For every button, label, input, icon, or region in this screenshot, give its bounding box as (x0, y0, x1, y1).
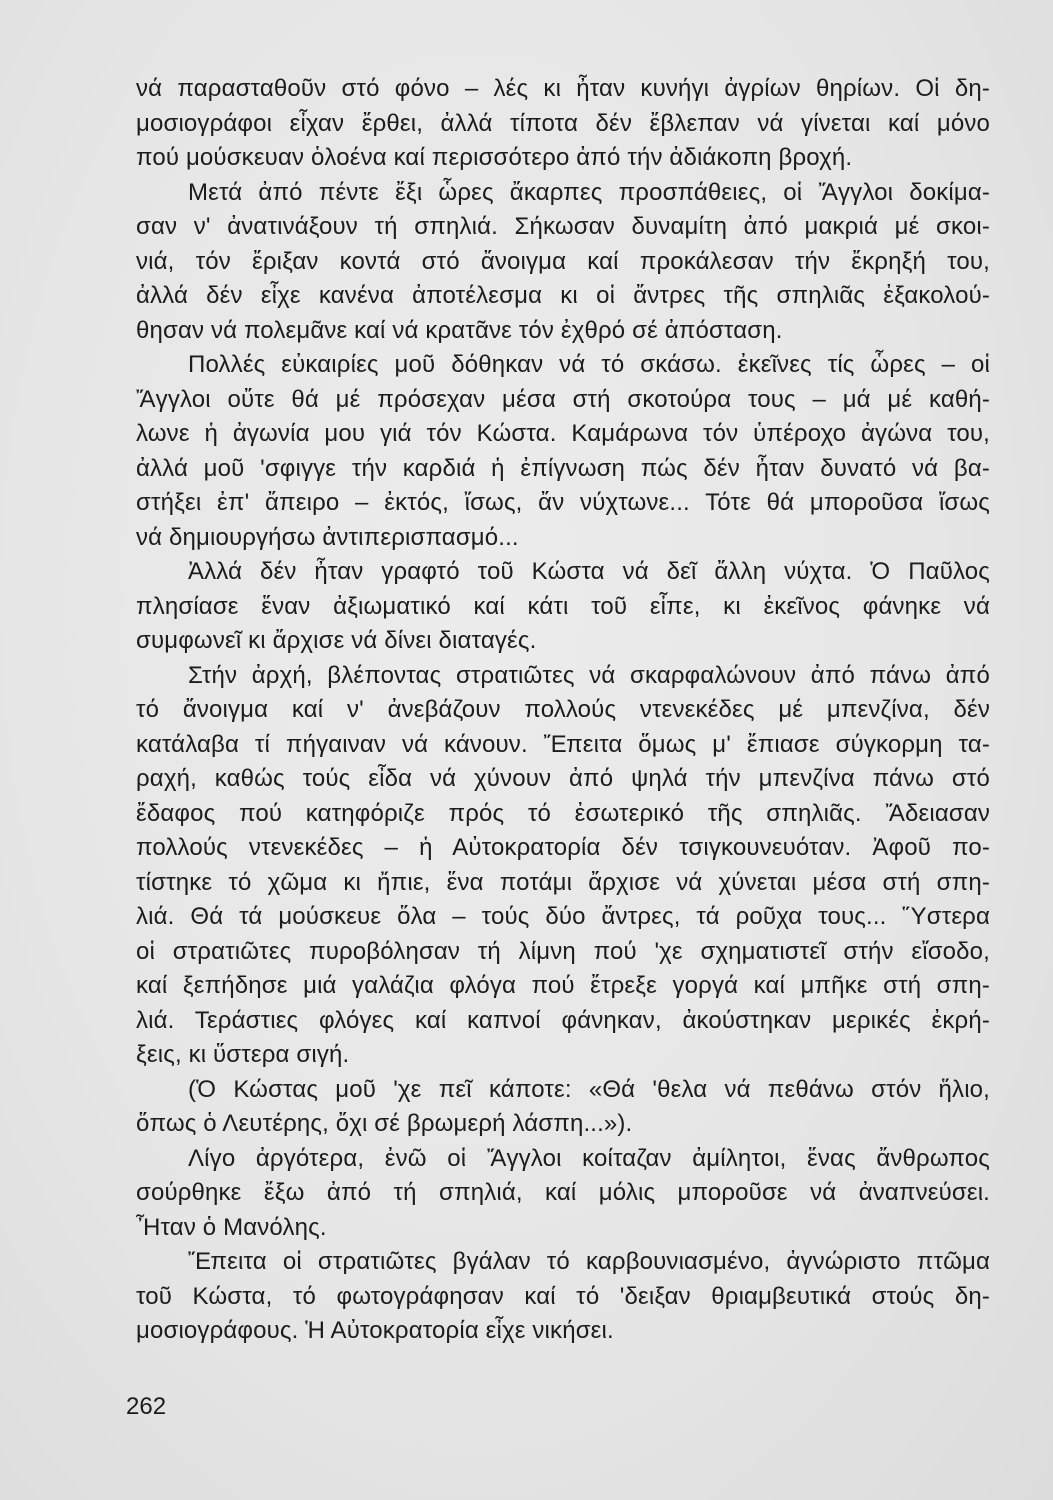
text-line: τό ἄνοιγμα καί ν' ἀνεβάζουν πολλούς ντενεκέδες μέ μπενζίνα, δέν (136, 696, 990, 723)
text-line: στήξει ἐπ' ἄπειρο – ἐκτός, ἴσως, ἄν νύχτωνε... Τότε θά μποροῦσα ἴσως (136, 489, 990, 516)
text-line: νιά, τόν ἔριξαν κοντά στό ἄνοιγμα καί προκάλεσαν τήν ἔκρηξή του, (136, 247, 990, 275)
text-line: θησαν νά πολεμᾶνε καί νά κρατᾶνε τόν ἐχθρό σέ ἀπόσταση. (136, 316, 783, 344)
text-line: λιά. Τεράστιες φλόγες καί καπνοί φάνηκαν, ἀκούστηκαν μερικές ἐκρή- (136, 1006, 990, 1034)
text-line: πολλούς ντενεκέδες – ἡ Αὐτοκρατορία δέν τσιγκουνευόταν. Ἀφοῦ πο- (136, 834, 990, 861)
text-line: σαν ν' ἀνατινάξουν τή σπηλιά. Σήκωσαν δυναμίτη ἀπό μακριά μέ σκοι- (136, 213, 990, 240)
text-line: κατάλαβα τί πήγαιναν νά κάνουν. Ἔπειτα ὅμως μ' ἔπιασε σύγκορμη τα- (136, 730, 990, 758)
text-line: μοσιογράφους. Ἡ Αὐτοκρατορία εἶχε νικήσει. (136, 1317, 614, 1344)
text-line: Ἀλλά δέν ἦταν γραφτό τοῦ Κώστα νά δεῖ ἄλλη νύχτα. Ὁ Παῦλος (188, 558, 990, 585)
text-line: ἀλλά μοῦ 'σφιγγε τήν καρδιά ἡ ἐπίγνωση πώς δέν ἦταν δυνατό νά βα- (136, 454, 990, 482)
text-line: οἱ στρατιῶτες πυροβόλησαν τή λίμνη πού 'χε σχηματιστεῖ στήν εἴσοδο, (136, 937, 990, 965)
text-line: μοσιογράφοι εἶχαν ἔρθει, ἀλλά τίποτα δέν ἔβλεπαν νά γίνεται καί μόνο (136, 109, 990, 137)
text-line: πού μούσκευαν ὁλοένα καί περισσότερο ἀπό τήν ἀδιάκοπη βροχή. (136, 144, 853, 171)
text-line: λωνε ἡ ἀγωνία μου γιά τόν Κώστα. Καμάρωνα τόν ὑπέροχο ἀγώνα του, (136, 420, 990, 447)
text-line: πλησίασε ἕναν ἀξιωματικό καί κάτι τοῦ εἶπε, κι ἐκεῖνος φάνηκε νά (136, 592, 990, 620)
text-line: Πολλές εὐκαιρίες μοῦ δόθηκαν νά τό σκάσω. ἐκεῖνες τίς ὧρες – οἱ (188, 351, 990, 378)
text-line: Λίγο ἀργότερα, ἐνῶ οἱ Ἄγγλοι κοίταζαν ἀμίλητοι, ἕνας ἄνθρωπος (188, 1144, 990, 1172)
text-line: ραχή, καθώς τούς εἶδα νά χύνουν ἀπό ψηλά τήν μπενζίνα πάνω στό (136, 765, 990, 792)
text-line: Μετά ἀπό πέντε ἔξι ὧρες ἄκαρπες προσπάθειες, οἱ Ἄγγλοι δοκίμα- (188, 178, 990, 206)
text-line: τίστηκε τό χῶμα κι ἤπιε, ἕνα ποτάμι ἄρχισε νά χύνεται μέσα στή σπη- (136, 868, 990, 896)
text-line: Στήν ἀρχή, βλέποντας στρατιῶτες νά σκαρφαλώνουν ἀπό πάνω ἀπό (188, 661, 990, 689)
text-line: (Ὁ Κώστας μοῦ 'χε πεῖ κάποτε: «Θά 'θελα νά πεθάνω στόν ἥλιο, (188, 1075, 990, 1103)
text-line: νά δημιουργήσω ἀντιπερισπασμό... (136, 523, 519, 551)
text-line: Ἄγγλοι οὔτε θά μέ πρόσεχαν μέσα στή σκοτούρα τους – μά μέ καθή- (136, 385, 990, 413)
text-line: ξεις, κι ὕστερα σιγή. (136, 1041, 350, 1068)
text-line: καί ξεπήδησε μιά γαλάζια φλόγα πού ἔτρεξε γοργά καί μπῆκε στή σπη- (136, 972, 990, 999)
text-line: Ἦταν ὁ Μανόλης. (136, 1213, 327, 1241)
body-text (136, 72, 990, 1349)
text-line: νά παρασταθοῦν στό φόνο – λές κι ἦταν κυνήγι ἀγρίων θηρίων. Οἱ δη- (136, 75, 990, 102)
text-line: ἔδαφος πού κατηφόριζε πρός τό ἐσωτερικό τῆς σπηλιᾶς. Ἄδειασαν (136, 799, 990, 827)
text-line: ὅπως ὁ Λευτέρης, ὄχι σέ βρωμερή λάσπη...»). (136, 1110, 633, 1137)
text-line: συμφωνεῖ κι ἄρχισε νά δίνει διαταγές. (136, 627, 537, 654)
text-line: λιά. Θά τά μούσκευε ὅλα – τούς δύο ἄντρες, τά ροῦχα τους... Ὕστερα (136, 903, 990, 930)
text-line: ἀλλά δέν εἶχε κανένα ἀποτέλεσμα κι οἱ ἄντρες τῆς σπηλιᾶς ἐξακολού- (136, 282, 990, 309)
text-line: τοῦ Κώστα, τό φωτογράφησαν καί τό 'δειξαν θριαμβευτικά στούς δη- (136, 1282, 990, 1310)
text-line: σούρθηκε ἔξω ἀπό τή σπηλιά, καί μόλις μποροῦσε νά ἀναπνεύσει. (136, 1179, 990, 1206)
text-line: Ἔπειτα οἱ στρατιῶτες βγάλαν τό καρβουνιασμένο, ἀγνώριστο πτῶμα (188, 1248, 990, 1275)
page-number: 262 (126, 1393, 167, 1420)
